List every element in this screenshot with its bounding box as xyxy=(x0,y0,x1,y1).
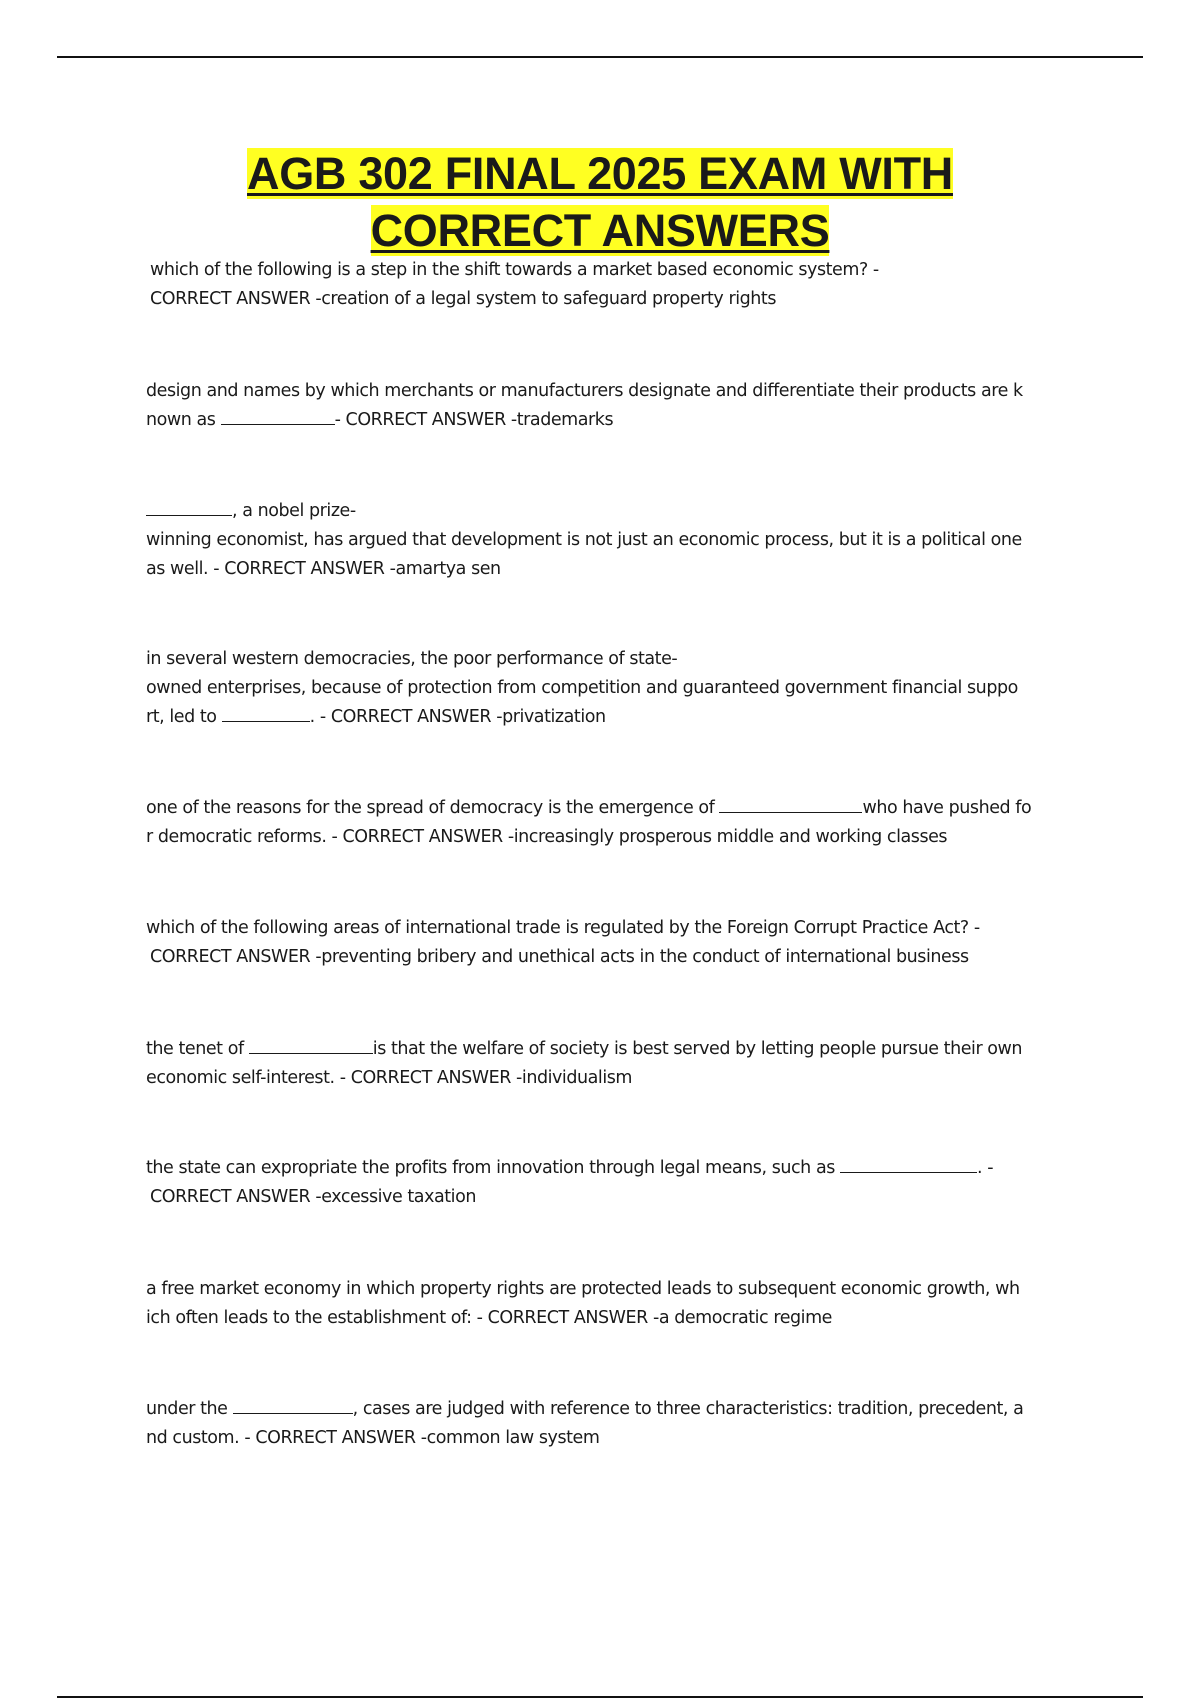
question-text: who have pushed fo xyxy=(862,798,1032,818)
fill-in-blank xyxy=(146,498,232,516)
answer-text: economic self-interest. - CORRECT ANSWER -individualism xyxy=(146,1068,633,1088)
answer-text: nd custom. - CORRECT ANSWER -common law system xyxy=(146,1428,600,1448)
question-text: the tenet of xyxy=(146,1039,249,1059)
fill-in-blank xyxy=(221,407,335,425)
question-text: rt, led to xyxy=(146,707,222,727)
fill-in-blank xyxy=(222,704,310,722)
question-text: nown as xyxy=(146,410,221,430)
fill-in-blank xyxy=(249,1036,373,1054)
question-text: one of the reasons for the spread of democracy is the emergence of xyxy=(146,798,720,818)
question-text: winning economist, has argued that development is not just an economic process, but it is a political one xyxy=(146,530,1022,550)
question-line xyxy=(146,1395,1096,1424)
question-answer-line xyxy=(146,406,1096,435)
top-rule xyxy=(57,56,1143,58)
fill-in-blank xyxy=(233,1396,353,1414)
question-text: a free market economy in which property rights are protected leads to subsequent economic growth, wh xyxy=(146,1279,1020,1299)
fill-in-blank xyxy=(840,1155,977,1173)
answer-text: as well. - CORRECT ANSWER -amartya sen xyxy=(146,559,501,579)
qa-item-6 xyxy=(146,914,1096,972)
fill-in-blank xyxy=(719,795,862,813)
qa-item-4 xyxy=(146,645,1096,732)
question-text: design and names by which merchants or manufacturers designate and differentiate their products are k xyxy=(146,381,1023,401)
qa-item-1 xyxy=(150,256,1100,314)
answer-text: r democratic reforms. - CORRECT ANSWER -increasingly prosperous middle and working classes xyxy=(146,827,948,847)
title-line-2: CORRECT ANSWERS xyxy=(370,205,830,256)
qa-item-3 xyxy=(146,497,1096,584)
qa-item-7 xyxy=(146,1035,1096,1093)
page-title xyxy=(0,145,1200,259)
answer-text: CORRECT ANSWER -preventing bribery and unethical acts in the conduct of international business xyxy=(150,947,969,967)
question-answer-line xyxy=(146,703,1096,732)
question-text: is that the welfare of society is best served by letting people pursue their own xyxy=(372,1039,1023,1059)
qa-item-8 xyxy=(146,1154,1096,1212)
question-text: which of the following is a step in the shift towards a market based economic system? - xyxy=(150,260,879,280)
answer-text: - CORRECT ANSWER -trademarks xyxy=(334,410,614,430)
answer-text: CORRECT ANSWER -creation of a legal system to safeguard property rights xyxy=(150,289,776,309)
question-line xyxy=(146,1154,1096,1183)
question-text: owned enterprises, because of protection from competition and guaranteed government financial suppo xyxy=(146,678,1018,698)
question-text: which of the following areas of international trade is regulated by the Foreign Corrupt Practice Act? - xyxy=(146,918,980,938)
title-line-1: AGB 302 FINAL 2025 EXAM WITH xyxy=(247,148,953,199)
question-line xyxy=(146,1035,1096,1064)
question-line xyxy=(146,497,1096,526)
question-line xyxy=(146,794,1096,823)
answer-text: CORRECT ANSWER -excessive taxation xyxy=(150,1187,476,1207)
qa-item-10 xyxy=(146,1395,1096,1453)
qa-item-2 xyxy=(146,377,1096,435)
question-text: under the xyxy=(146,1399,233,1419)
question-text: , a nobel prize- xyxy=(232,501,356,521)
answer-text: . - CORRECT ANSWER -privatization xyxy=(309,707,606,727)
answer-text: ich often leads to the establishment of: - CORRECT ANSWER -a democratic regime xyxy=(146,1308,832,1328)
question-text: the state can expropriate the profits from innovation through legal means, such as xyxy=(146,1158,840,1178)
question-text: , cases are judged with reference to three characteristics: tradition, precedent, a xyxy=(352,1399,1024,1419)
question-text: . - xyxy=(977,1158,994,1178)
qa-item-9 xyxy=(146,1275,1096,1333)
bottom-rule xyxy=(57,1696,1143,1698)
question-text: in several western democracies, the poor performance of state- xyxy=(146,649,678,669)
qa-item-5 xyxy=(146,794,1096,852)
